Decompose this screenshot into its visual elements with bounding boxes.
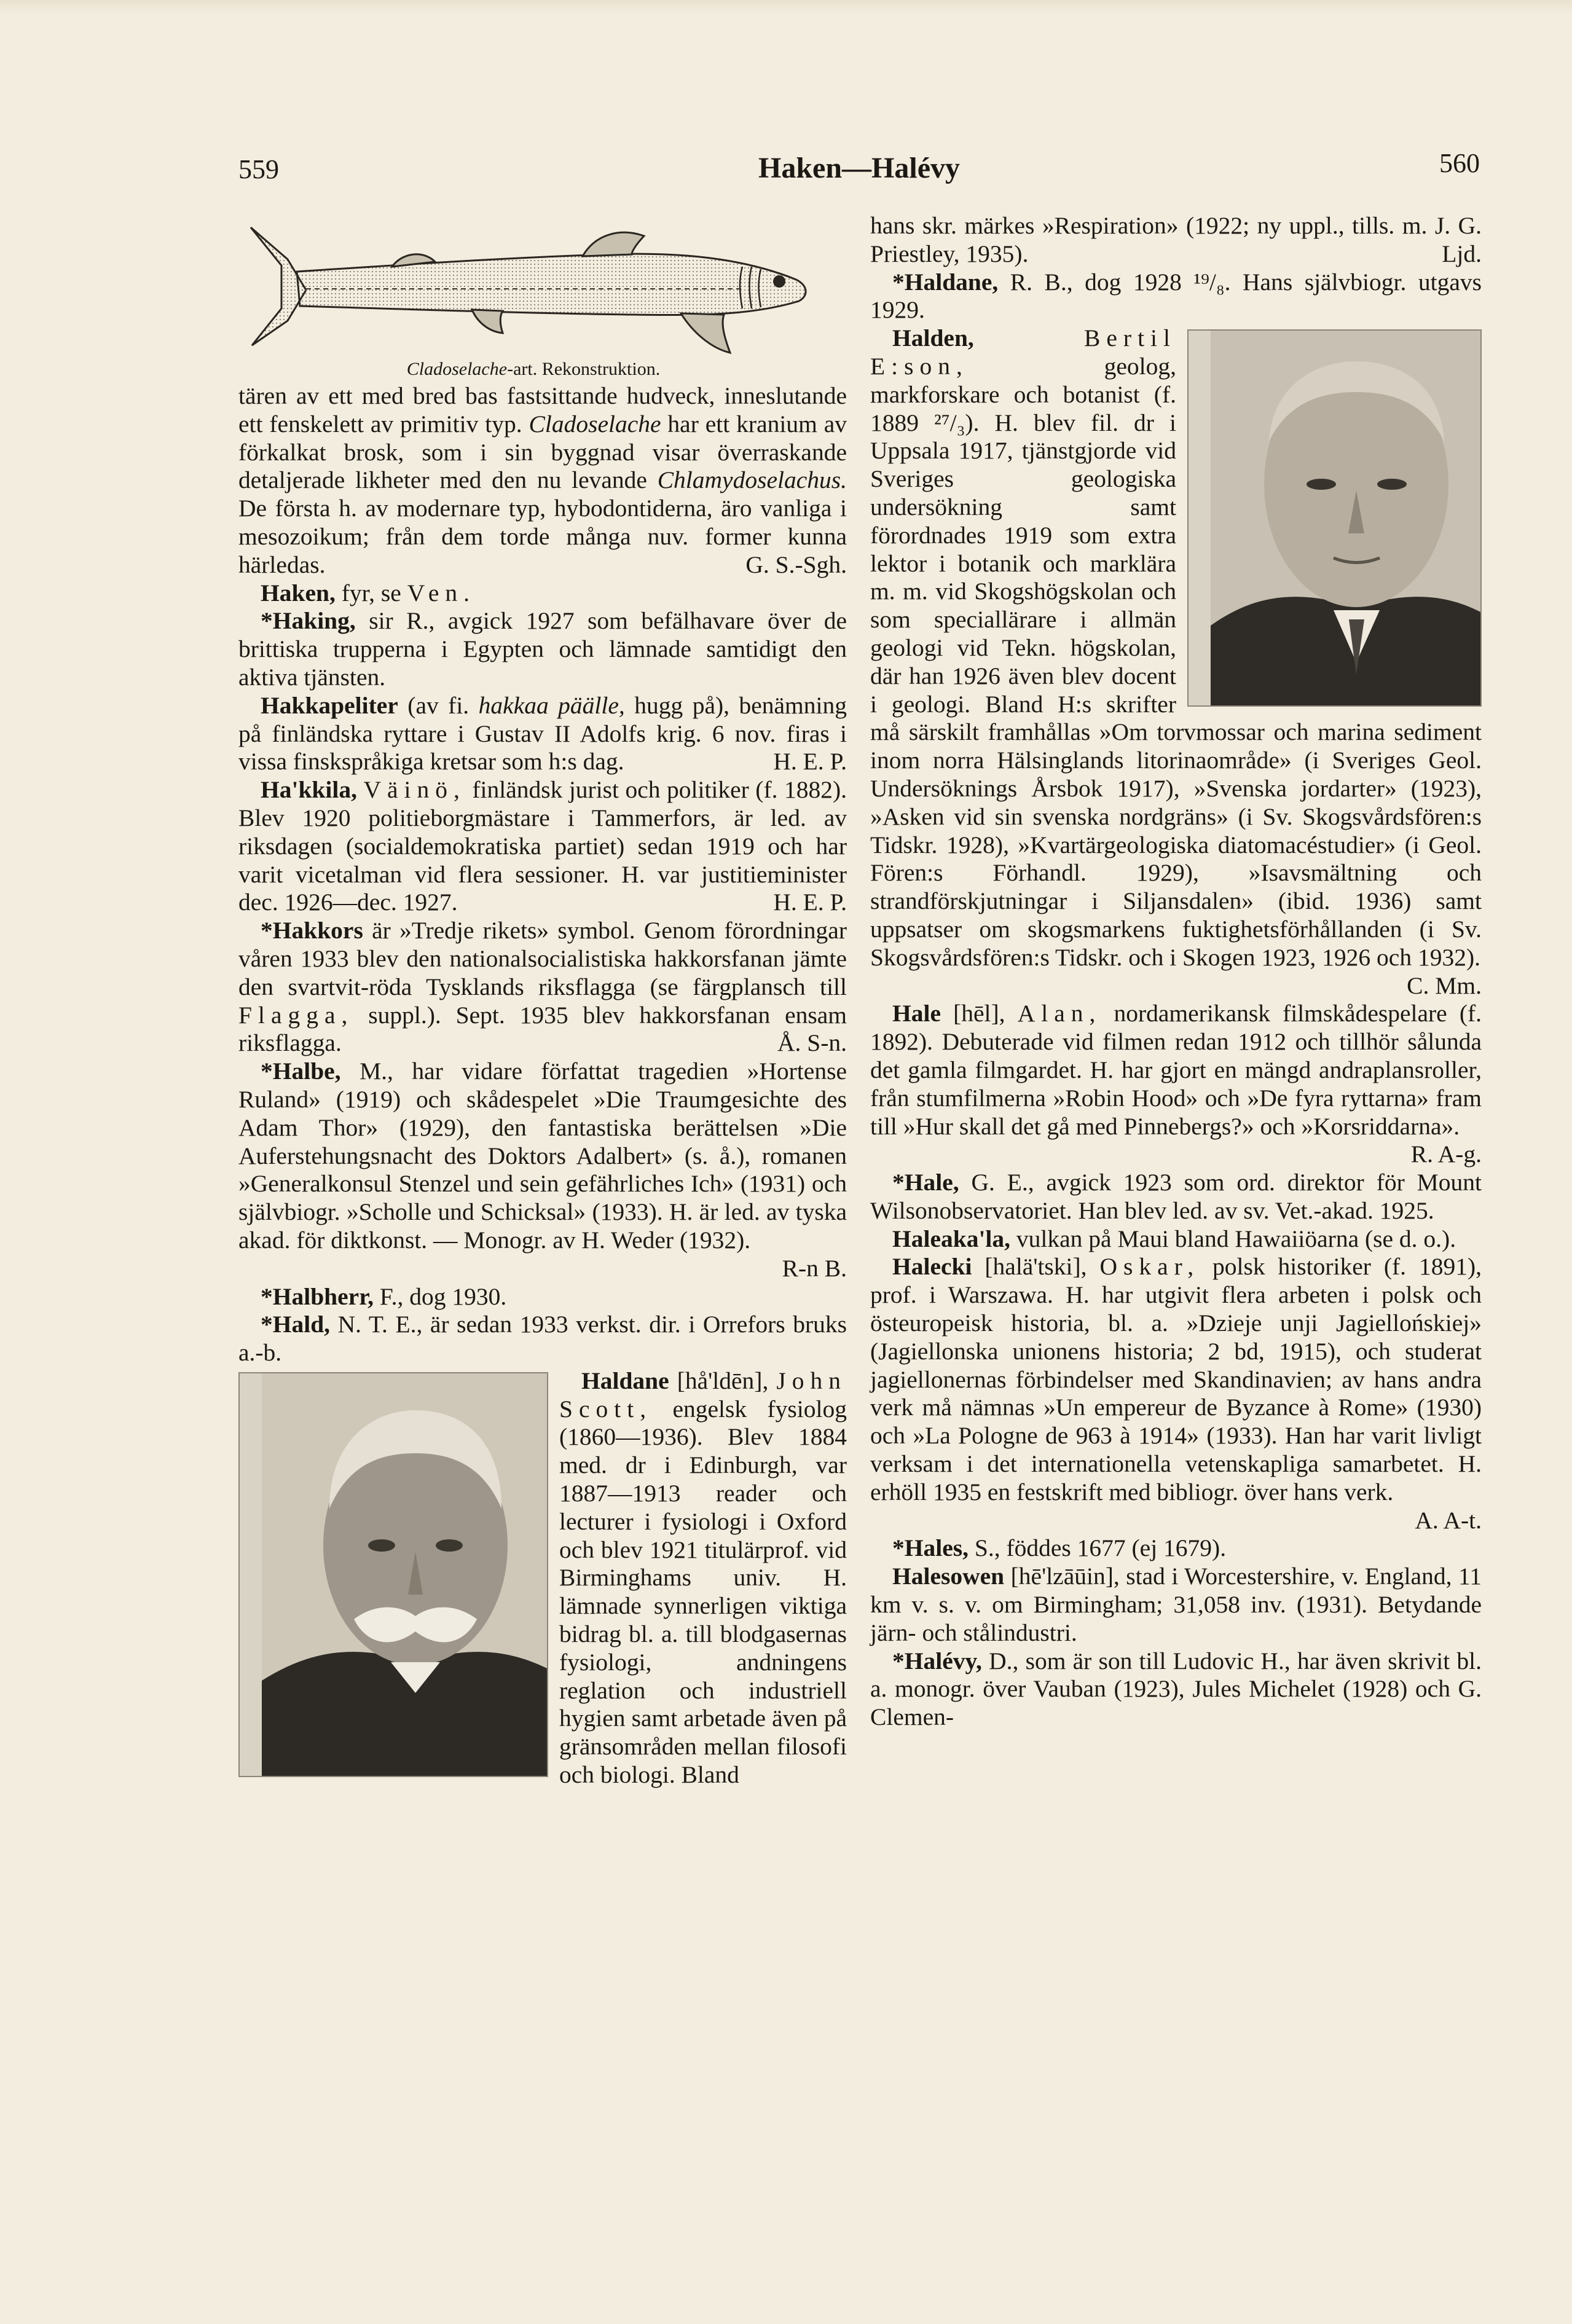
- signature: R-n B.: [782, 1254, 847, 1282]
- headword: *Hald,: [261, 1311, 331, 1338]
- portrait-halden-icon: [1187, 329, 1482, 707]
- headword: *Hales,: [892, 1534, 969, 1562]
- entry-halbe: *Halbe, M., har vidare författat tragedien »Hortense Ruland» (1919) och skådespelet »Die Traumgesichte des Adam Thor» (1929), den fantastiska berättelsen »Die Auferstehungsnacht des Doktors Adalbert» (s. å.), romanen »Generalkonsul Stenzel und sein gefährliches Ich» (1931) och självbiogr. »Scholle und Schicksal» (1933). H. är led. av tyska akad. för diktkonst. — Monogr. av H. Weder (1932). R-n B.: [238, 1058, 847, 1282]
- entry-halecki: Halecki [halä'tski], Oskar, polsk historiker (f. 1891), prof. i Warszawa. H. har utgivit flera arbeten i polsk och östeuropeisk historia, bl. a. »Dzieje unji Jagiellońskiej» (Jagiellonska unionens historia; 2 bd, 1915), och studerat jagiellonernas förbindelser med Skandinavien; av hans andra verk må nämnas »Un empereur de Byzance à Rome» (1930) och »La Pologne de 963 à 1914» (1933). Han har varit livligt verksam i det internationella vetenskapliga samarbetet. H. erhöll 1935 en festskrift med bibliogr. över hans verk. A. A-t.: [870, 1253, 1482, 1534]
- entry-hald: *Hald, N. T. E., är sedan 1933 verkst. dir. i Orrefors bruks a.-b.: [238, 1311, 847, 1367]
- entry-haken: Haken, fyr, se Ven.: [261, 579, 476, 607]
- signature: R. A-g.: [1410, 1140, 1482, 1168]
- entry-halevy: *Halévy, D., som är son till Ludovic H., har även skrivit bl. a. monogr. över Vauban (1923), Jules Michelet (1928) och G. Clemen-: [870, 1647, 1482, 1731]
- headword: Hale: [892, 1000, 941, 1027]
- headword: Haken,: [261, 579, 336, 607]
- signature: H. E. P.: [773, 748, 847, 775]
- entry-haleakala: Haleaka'la, vulkan på Maui bland Hawaiiöarna (se d. o.).: [892, 1225, 1456, 1252]
- headword: *Hakkors: [261, 917, 363, 944]
- portrait-haldane-icon: [238, 1372, 548, 1777]
- page-number-right: 560: [1439, 148, 1480, 178]
- entry-hakkors: *Hakkors är »Tredje rikets» symbol. Genom förordningar våren 1933 blev den nationalsocialistiska hakkorsfanan jämte den svartvit-röda Tysklands riksflagga (se färgplansch till Flagga, suppl.). Sept. 1935 blev hakkorsfanan ensam riksflagga. Å. S-n.: [238, 917, 847, 1057]
- entry-cladoselache-cont: tären av ett med bred bas fastsittande hudveck, inneslutande ett fenskelett av primitiv typ. Cladoselache har ett kranium av förkalkat brosk, som i sin byggnad visar överraskande detaljerade likheter med den nu levande Chlamydoselachus. De första h. av modernare typ, hybodontiderna, äro vanliga i mesozoikum; från dem torde många nuv. former kunna härledas. G. S.-Sgh.: [238, 382, 847, 578]
- signature: Å. S-n.: [777, 1029, 847, 1057]
- figure-caption: Cladoselache-art. Rekonstruktion.: [406, 359, 661, 379]
- left-column: [238, 382, 847, 1789]
- right-column: [870, 212, 1482, 1732]
- headword: Hakkapeliter: [261, 691, 398, 719]
- signature: A. A-t.: [1415, 1506, 1482, 1534]
- headword: Halesowen: [892, 1563, 1005, 1590]
- entry-hakkila: Ha'kkila, Väinö, finländsk jurist och politiker (f. 1882). Blev 1920 politieborgmästare i Tammerfors, är led. av riksdagen (socialdemokratiska partiet) sedan 1919 och har varit vicetalman vid flera sessioner. H. var justitieminister dec. 1926—dec. 1927. H. E. P.: [238, 776, 847, 916]
- headword: *Haldane,: [892, 268, 999, 296]
- entry-hale-alan: Hale [hēl], Alan, nordamerikansk filmskådespelare (f. 1892). Debuterade vid filmen redan 1912 och tillhör sålunda det gamla filmgardet. H. har gjort en mängd andraplansroller, från stumfilmerna »Robin Hood» och »De fyra ryttarna» fram till »Hur skall det gå med Pinnebergs?» och »Korsriddarna». R. A-g.: [870, 1000, 1482, 1168]
- running-title: Haken—Halévy: [758, 152, 960, 184]
- page-top-edge: [0, 0, 1572, 14]
- entry-haking: *Haking, sir R., avgick 1927 som befälhavare över de brittiska trupperna i Egypten och lämnade samtidigt den aktiva tjänsten.: [238, 607, 847, 691]
- entry-hales: *Hales, S., föddes 1677 (ej 1679).: [892, 1534, 1227, 1562]
- entry-hale-ge: *Hale, G. E., avgick 1923 som ord. direktor för Mount Wilsonobservatoriet. Han blev led. av sv. Vet.-akad. 1925.: [870, 1169, 1482, 1224]
- signature: Ljd.: [1442, 240, 1482, 267]
- entry-haldane: Haldane [hå'ldēn], John Scott, engelsk fysiolog (1860—1936). Blev 1884 med. dr i Edinburgh, var 1887—1913 reader och lecturer i fysiologi i Oxford och blev 1921 titulärprof. vid Birminghams univ. H. lämnade synnerligen viktiga bidrag bl. a. till blodgasernas fysiologi, andningens reglation och industriell hygien samt arbetade även på gränsområden mellan filosofi och biologi. Bland: [238, 1367, 847, 1789]
- page-number-left: 559: [238, 154, 279, 184]
- entry-haldane-rb: *Haldane, R. B., dog 1928 ¹⁹/₈. Hans självbiogr. utgavs 1929.: [870, 268, 1482, 324]
- headword: Haleaka'la,: [892, 1225, 1011, 1252]
- headword: *Halbe,: [261, 1058, 341, 1085]
- entry-haldane-cont: hans skr. märkes »Respiration» (1922; ny uppl., tills. m. J. G. Priestley, 1935). Ljd.: [870, 212, 1482, 267]
- entry-hakkapeliter: Hakkapeliter (av fi. hakkaa päälle, hugg på), benämning på finländska ryttare i Gustav II Adolfs krig. 6 nov. firas i vissa finskspråkiga kretsar som h:s dag. H. E. P.: [238, 691, 847, 775]
- signature: G. S.-Sgh.: [745, 551, 847, 578]
- headword: Ha'kkila,: [261, 776, 357, 804]
- headword: *Haking,: [261, 607, 356, 635]
- headword: Haldane: [581, 1367, 669, 1394]
- fish-illustration-icon: [238, 222, 828, 355]
- headword: Halecki: [892, 1253, 972, 1281]
- signature: H. E. P.: [773, 889, 847, 916]
- headword: Halden,: [892, 324, 974, 352]
- cladoselache-figure: [238, 222, 828, 379]
- page-header: [238, 147, 1480, 190]
- entry-halesowen: Halesowen [hē'lzāūin], stad i Worcestershire, v. England, 11 km v. s. v. om Birmingham; 31,058 inv. (1931). Betydande järn- och stålindustri.: [870, 1563, 1482, 1646]
- entry-halbherr: *Halbherr, F., dog 1930.: [261, 1282, 507, 1310]
- headword: *Hale,: [892, 1169, 959, 1196]
- headword: *Halévy,: [892, 1647, 982, 1674]
- signature: C. Mm.: [1407, 972, 1482, 999]
- headword: *Halbherr,: [261, 1282, 374, 1310]
- entry-halden: Halden, Bertil E:son, geolog, markforskare och botanist (f. 1889 ²⁷/₃). H. blev fil. dr i Uppsala 1917, tjänstgjorde vid Sveriges geologiska undersökning samt förordnades 1919 som extra lektor i botanik och marklära m. m. vid Skogshögskolan och som speciallärare i allmän geologi vid Tekn. högskolan, där han 1926 även blev docent i geologi. Bland H:s skrifter må särskilt framhållas »Om torvmossar och marina sediment inom norra Hälsinglands litorinaområde» (i Sveriges Geol. Undersöknings Årsbok 1917), »Svenska jordarter» (1923), »Asken vid sin svenska nordgräns» (i Sv. Skogsvårdsfören:s Tidskr. 1928), »Kvartärgeologiska diatomacéstudier» (i Geol. Fören:s Förhandl. 1929), »Isavsmältning och strandförskjutningar i Siljansdalen» (ibid. 1936) samt uppsatser om skogsmarkens fuktighetsförhållanden (i Sv. Skogsvårdsfören:s Tidskr. och i Skogen 1923, 1926 och 1932). C. Mm.: [870, 324, 1482, 972]
